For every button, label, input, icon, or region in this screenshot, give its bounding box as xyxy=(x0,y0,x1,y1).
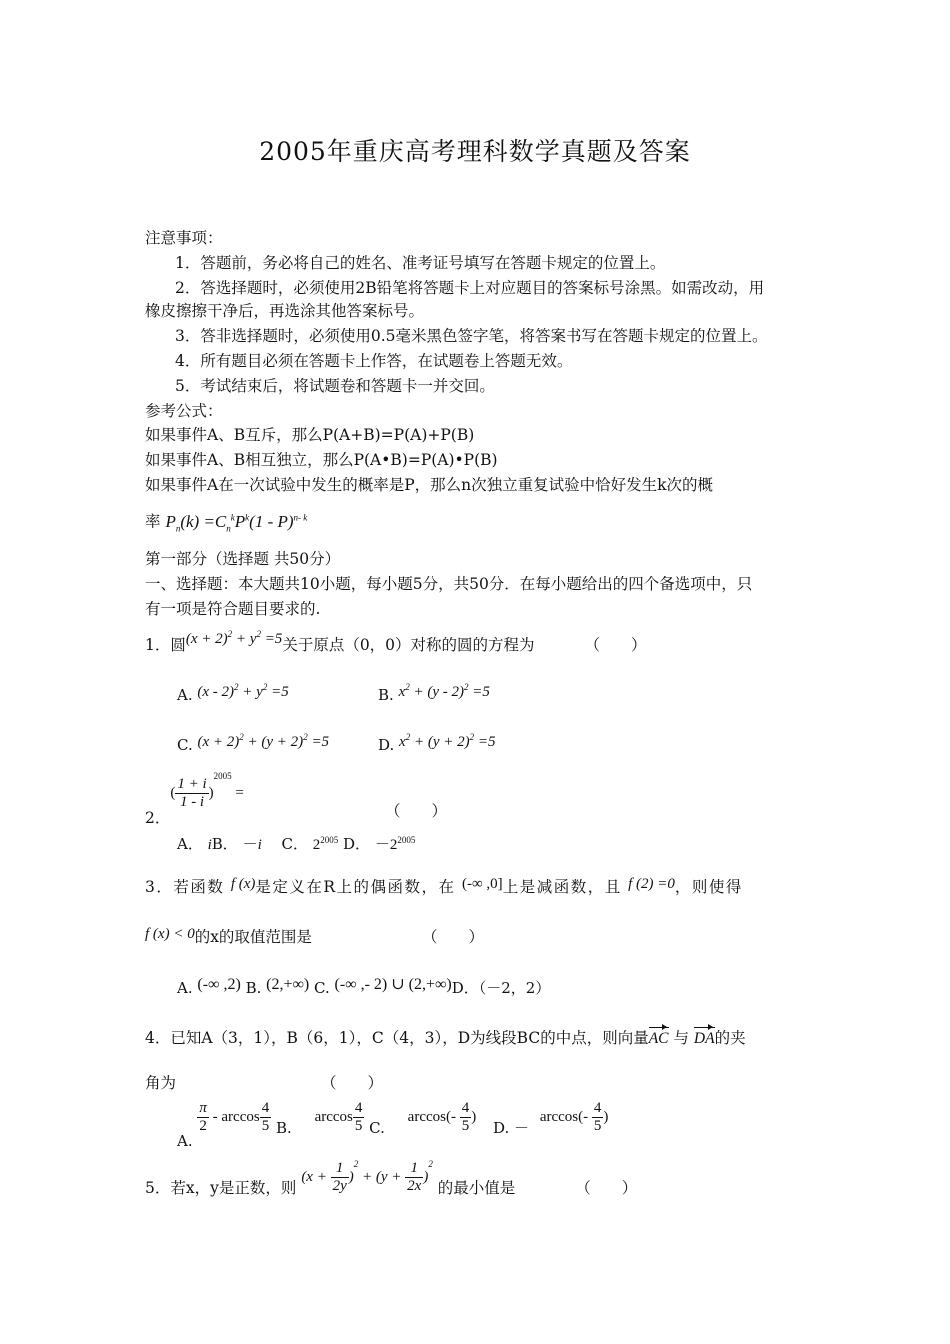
formula-prefix: 率 xyxy=(145,512,161,531)
notice-item: 3．答非选择题时，必须使用0.5毫米黑色签字笔，将答案书写在答题卡规定的位置上。 xyxy=(175,327,768,345)
question-5: 5．若x，y是正数，则 (x + $\frac{1}{2y}$ )$^2$ + (y + $\frac{1}{2x}$ )$^2$ 的最小值是 （ ） xyxy=(145,1158,638,1197)
notice-heading: 注意事项： xyxy=(145,229,223,247)
q1-option-d: D. $x^2 + (y + 2)^2 =5$ xyxy=(378,732,496,754)
formula-line: 如果事件A、B相互独立，那么P(A•B)=P(A)•P(B) xyxy=(145,451,498,469)
notice-item: 橡皮擦擦干净后，再选涂其他答案标号。 xyxy=(145,302,425,320)
binomial-formula: $P_n(k) =C_n^kP^k(1 - P)^{n- k}$ xyxy=(165,511,308,534)
q5-expression: (x + $\frac{1}{2y}$ )$^2$ + (y + $\frac{1}{2x}$ )$^2$ xyxy=(301,1158,433,1194)
answer-blank: （ ） xyxy=(385,802,448,820)
notice-item: 5．考试结束后，将试题卷和答题卡一并交回。 xyxy=(175,377,495,395)
question-3-cont: f (x) < 0的x的取值范围是 （ ） xyxy=(145,926,484,946)
part1-intro: 一、选择题：本大题共10小题，每小题5分，共50分．在每小题给出的四个备选项中，只 xyxy=(145,575,753,593)
question-3: 3．若函数 f (x)是定义在R上的偶函数，在 (-∞ ,0]上是减函数，且 f (2) =0，则使得 xyxy=(145,876,743,896)
formula-line: 如果事件A在一次试验中发生的概率是P，那么n次独立重复试验中恰好发生k次的概 xyxy=(145,476,714,494)
formula-line: 如果事件A、B互斥，那么P(A+B)=P(A)+P(B) xyxy=(145,426,475,444)
q1-option-a: A. $(x - 2)^2 + y^2 =5$ xyxy=(177,682,289,704)
question-1: 1．圆$(x + 2)^2 + y^2 =5$关于原点（0，0）对称的圆的方程为 （ ） xyxy=(145,629,647,654)
part1-heading: 第一部分（选择题 共50分） xyxy=(145,550,341,568)
page-title: 2005年重庆高考理科数学真题及答案 xyxy=(259,137,691,166)
question-2: 2．( $\frac{1 + i}{1 - i}$ )$^{2005}$ = xyxy=(145,770,244,827)
notice-item: 2．答选择题时，必须使用2B铅笔将答题卡上对应题目的答案标号涂黑。如需改动，用 xyxy=(175,279,765,297)
notice-item: 1．答题前，务必将自己的姓名、准考证号填写在答题卡规定的位置上。 xyxy=(175,254,666,272)
formula-heading: 参考公式： xyxy=(145,402,223,420)
q2-expression: ( $\frac{1 + i}{1 - i}$ )$^{2005}$ = xyxy=(170,770,244,810)
question-4: 4．已知A（3，1），B（6，1），C（4，3），D为线段BC的中点，则向量AC 与 DA的夹 xyxy=(145,1027,746,1050)
formula-binomial xyxy=(145,506,307,539)
answer-blank: （ ） xyxy=(421,928,484,946)
answer-blank: （ ） xyxy=(584,636,647,654)
q2-options: A． iB． －i C． $2^{2005}$ D． $-2^{2005}$ xyxy=(177,835,416,853)
q1-option-b: B. $x^2 + (y - 2)^2 =5$ xyxy=(378,682,490,704)
answer-blank: （ ） xyxy=(575,1178,638,1197)
vector-da: DA xyxy=(694,1028,715,1050)
q4-options: A. $\frac{\pi}{2}$ - arccos $\frac{4}{5}$ B. arccos $\frac{4}{5}$ C. arccos(- $\frac{4}{5}$ ) D. － arccos(- $\frac{4}{5}$ ) xyxy=(177,1100,609,1150)
vector-ac: AC xyxy=(649,1028,669,1050)
q3-options: A. (-∞ ,2) B. (2,+∞) C. (-∞ ,- 2) ∪ (2,+∞)D．（－2，2） xyxy=(177,976,551,997)
answer-blank: （ ） xyxy=(321,1074,384,1092)
notice-item: 4．所有题目必须在答题卡上作答，在试题卷上答题无效。 xyxy=(175,352,573,370)
question-4-cont: 角为 （ ） xyxy=(145,1074,384,1092)
q1-equation: $(x + 2)^2 + y^2 =5$ xyxy=(185,629,283,647)
part1-intro: 有一项是符合题目要求的. xyxy=(145,600,321,618)
q1-option-c: C. $(x + 2)^2 + (y + 2)^2 =5$ xyxy=(177,732,330,754)
